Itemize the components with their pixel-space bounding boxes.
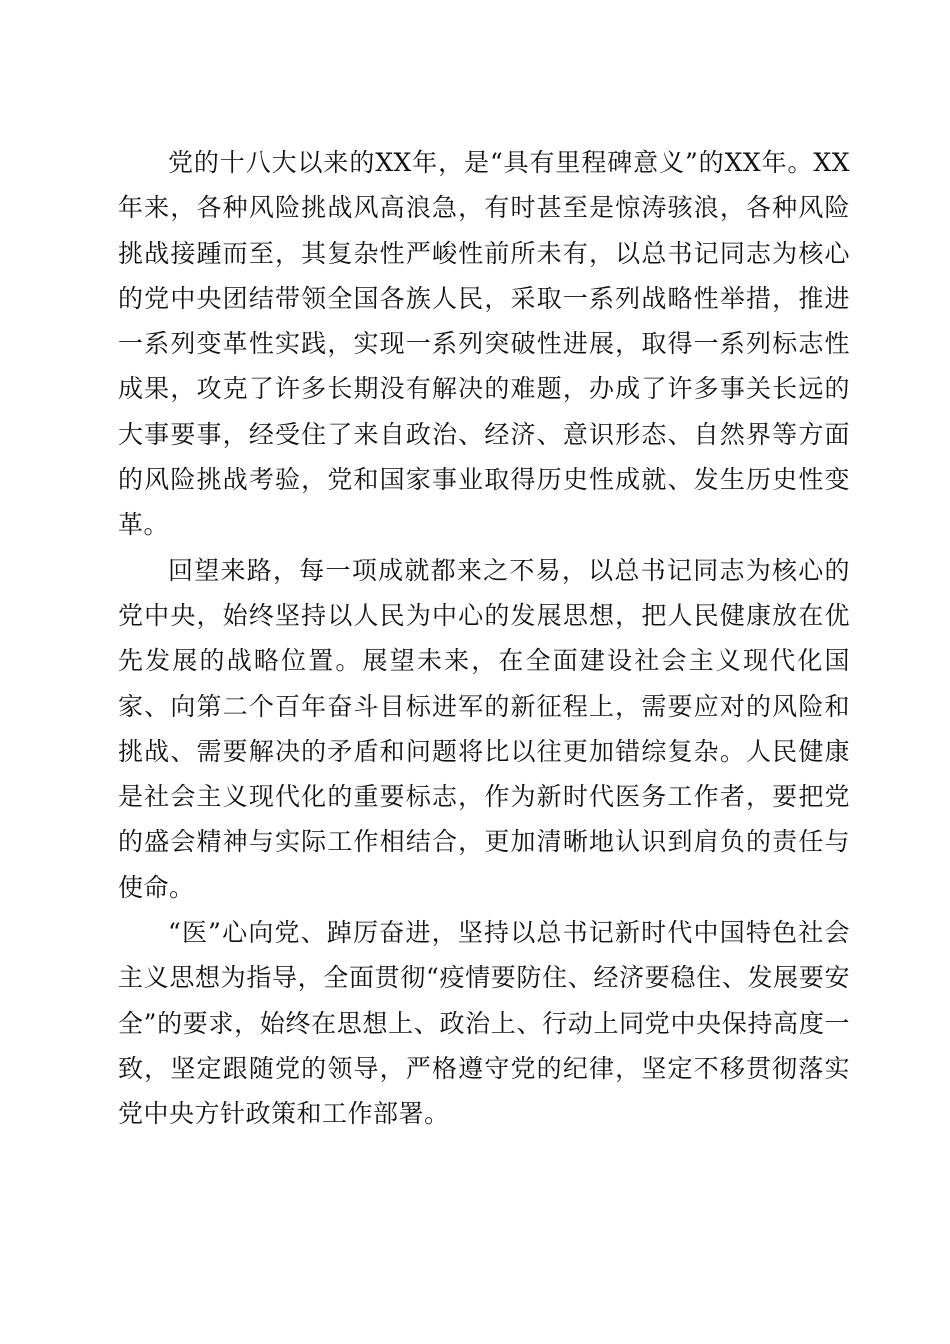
document-body bbox=[118, 140, 850, 1137]
paragraph-2: 回望来路，每一项成就都来之不易，以总书记同志为核心的党中央，始终坚持以人民为中心的发展思想，把人民健康放在优先发展的战略位置。展望未来，在全面建设社会主义现代化国家、向第二个百年奋斗目标进军的新征程上，需要应对的风险和挑战、需要解决的矛盾和问题将比以往更加错综复杂。人民健康是社会主义现代化的重要标志，作为新时代医务工作者，要把党的盛会精神与实际工作相结合，更加清晰地认识到肩负的责任与使命。 bbox=[118, 555, 850, 902]
paragraph-3: “医”心向党、踔厉奋进，坚持以总书记新时代中国特色社会主义思想为指导，全面贯彻“疫情要防住、经济要稳住、发展要安全”的要求，始终在思想上、政治上、行动上同党中央保持高度一致，坚定跟随党的领导，严格遵守党的纪律，坚定不移贯彻落实党中央方针政策和工作部署。 bbox=[118, 918, 850, 1129]
paragraph-1: 党的十八大以来的XX年，是“具有里程碑意义”的XX年。XX年来，各种风险挑战风高浪急，有时甚至是惊涛骇浪，各种风险挑战接踵而至，其复杂性严峻性前所未有，以总书记同志为核心的党中央团结带领全国各族人民，采取一系列战略性举措，推进一系列变革性实践，实现一系列突破性进展，取得一系列标志性成果，攻克了许多长期没有解决的难题，办成了许多事关长远的大事要事，经受住了来自政治、经济、意识形态、自然界等方面的风险挑战考验，党和国家事业取得历史性成就、发生历史性变革。 bbox=[118, 148, 850, 540]
